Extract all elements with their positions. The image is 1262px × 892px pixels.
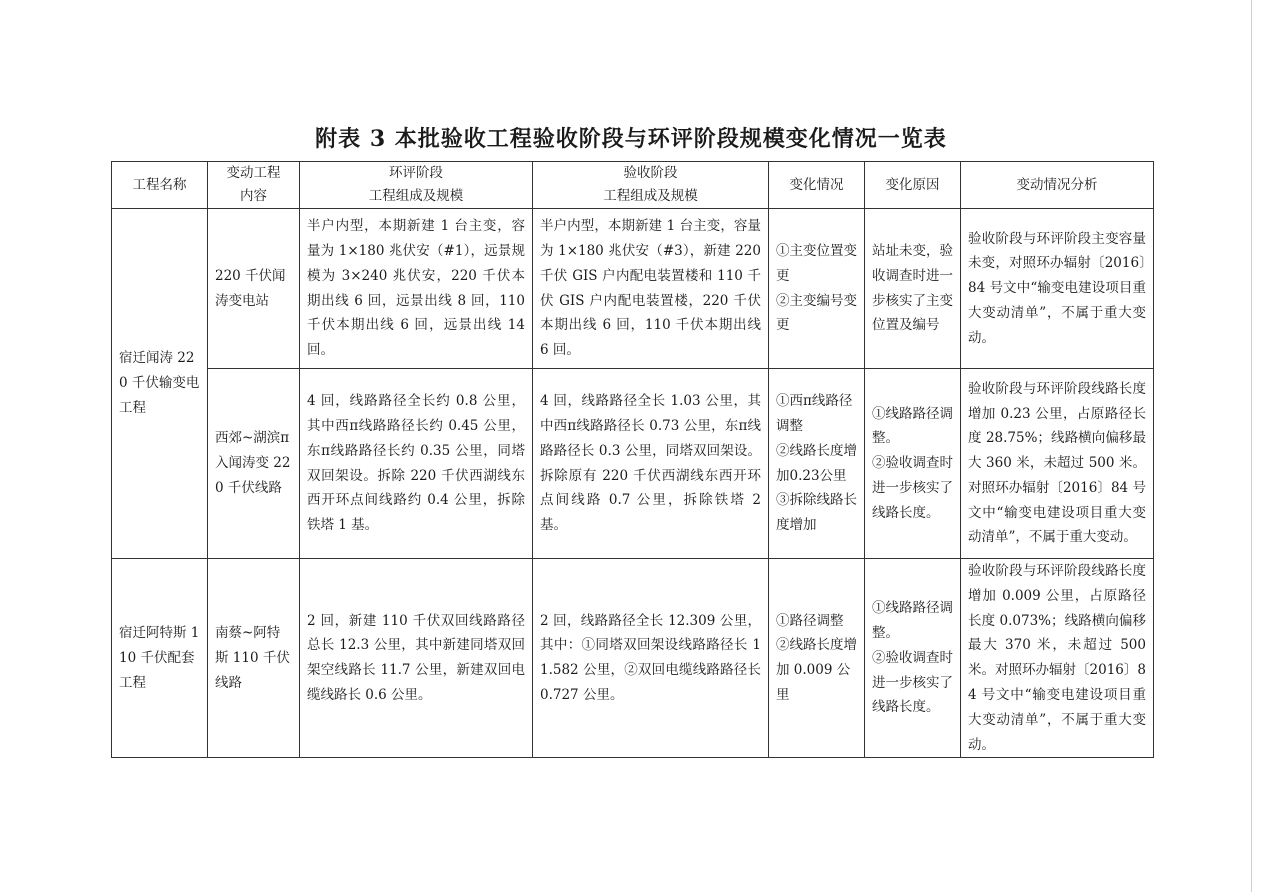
cell-eia: 2 回，新建 110 千伏双回线路路径总长 12.3 公里，其中新建同塔双回架空线路长 11.7 公里，新建双回电缆线路长 0.6 公里。: [300, 559, 533, 758]
header-change: 变化情况: [769, 162, 865, 209]
cell-change: [769, 559, 865, 758]
cell-eia: 4 回，线路路径全长约 0.8 公里，其中西π线路路径长约 0.45 公里，东π线路路径长约 0.35 公里，同塔双回架设。拆除 220 千伏西湖线东西开环点间线路约 0.4 公里，拆除铁塔 1 基。: [300, 369, 533, 559]
comparison-table: [111, 161, 1154, 758]
header-eia-line1: 环评阶段: [389, 165, 443, 181]
header-content-line1: 变动工程: [226, 165, 281, 181]
change-item: ②线路长度增加0.23公里: [776, 442, 857, 484]
table-header-row: [112, 162, 1154, 209]
cell-change: [769, 369, 865, 559]
header-content: [208, 162, 300, 209]
change-item: ①西π线路径调整: [776, 393, 853, 434]
cell-analysis: 验收阶段与环评阶段主变容量未变，对照环办辐射〔2016〕84 号文中“输变电建设项目重大变动清单”，不属于重大变动。: [961, 209, 1154, 369]
cell-content: 220 千伏闻涛变电站: [208, 209, 300, 369]
cell-acceptance: 4 回，线路路径全长 1.03 公里，其中西π线路路径长 0.73 公里，东π线路路径长 0.3 公里，同塔双回架设。拆除原有 220 千伏西湖线东西开环点间线路 0.7 公里，拆除铁塔 2 基。: [533, 369, 769, 559]
cell-project-name: 宿迁闻涛 220 千伏输变电工程: [112, 209, 208, 559]
header-content-line2: 内容: [240, 188, 267, 204]
change-item: ②主变编号变更: [776, 292, 857, 334]
header-analysis: 变动情况分析: [961, 162, 1154, 209]
page-title: 附表 3 本批验收工程验收阶段与环评阶段规模变化情况一览表: [315, 126, 947, 152]
table-row: [112, 559, 1154, 758]
change-item: ①主变位置变更: [776, 242, 857, 284]
change-item: ②线路长度增加 0.009 公里: [776, 637, 857, 703]
cell-eia: 半户内型，本期新建 1 台主变，容量为 1×180 兆伏安（#1），远景规模为 3×240 兆伏安，220 千伏本期出线 6 回，远景出线 8 回，110 千伏本期出线 6 回，远景出线 14 回。: [300, 209, 533, 369]
cell-project-name: 宿迁阿特斯 110 千伏配套工程: [112, 559, 208, 758]
cell-content: 南蔡~阿特斯 110 千伏线路: [208, 559, 300, 758]
table-row: [112, 369, 1154, 559]
cell-acceptance: 半户内型，本期新建 1 台主变，容量为 1×180 兆伏安（#3），新建 220 千伏 GIS 户内配电装置楼和 110 千伏 GIS 户内配电装置楼，220 千伏本期出线 6 回，110 千伏本期出线 6 回。: [533, 209, 769, 369]
table-row: [112, 209, 1154, 369]
reason-item: 站址未变，验收调查时进一步核实了主变位置及编号: [872, 242, 953, 334]
header-project-name: 工程名称: [112, 162, 208, 209]
cell-reason: [865, 209, 961, 369]
cell-change: [769, 209, 865, 369]
cell-analysis: 验收阶段与环评阶段线路长度增加 0.009 公里，占原路径长度 0.073%；线路横向偏移最大 370 米，未超过 500 米。对照环办辐射〔2016〕84 号文中“输变电建设项目重大变动清单”，不属于重大变动。: [961, 559, 1154, 758]
header-eia-line2: 工程组成及规模: [368, 188, 464, 204]
reason-item: ②验收调查时进一步核实了线路长度。: [872, 455, 953, 521]
cell-analysis: 验收阶段与环评阶段线路长度增加 0.23 公里，占原路径长度 28.75%；线路横向偏移最大 360 米，未超过 500 米。对照环办辐射〔2016〕84 号文中“输变电建设项目重大变动清单”，不属于重大变动。: [961, 369, 1154, 559]
cell-acceptance: 2 回，线路路径全长 12.309 公里，其中：①同塔双回架设线路路径长 11.582 公里，②双回电缆线路路径长 0.727 公里。: [533, 559, 769, 758]
cell-content: 西郊~湖滨π入闻涛变 220 千伏线路: [208, 369, 300, 559]
header-reason: 变化原因: [865, 162, 961, 209]
reason-item: ②验收调查时进一步核实了线路长度。: [872, 649, 953, 716]
header-eia: [300, 162, 533, 209]
cell-reason: [865, 559, 961, 758]
header-acceptance: [533, 162, 769, 209]
change-item: ③拆除线路长度增加: [776, 492, 857, 534]
header-acceptance-line1: 验收阶段: [623, 165, 678, 181]
header-acceptance-line2: 工程组成及规模: [603, 188, 698, 204]
cell-reason: [865, 369, 961, 559]
reason-item: ①线路路径调整。: [872, 405, 953, 447]
reason-item: ①线路路径调整。: [872, 600, 953, 641]
change-item: ①路径调整: [776, 612, 844, 629]
